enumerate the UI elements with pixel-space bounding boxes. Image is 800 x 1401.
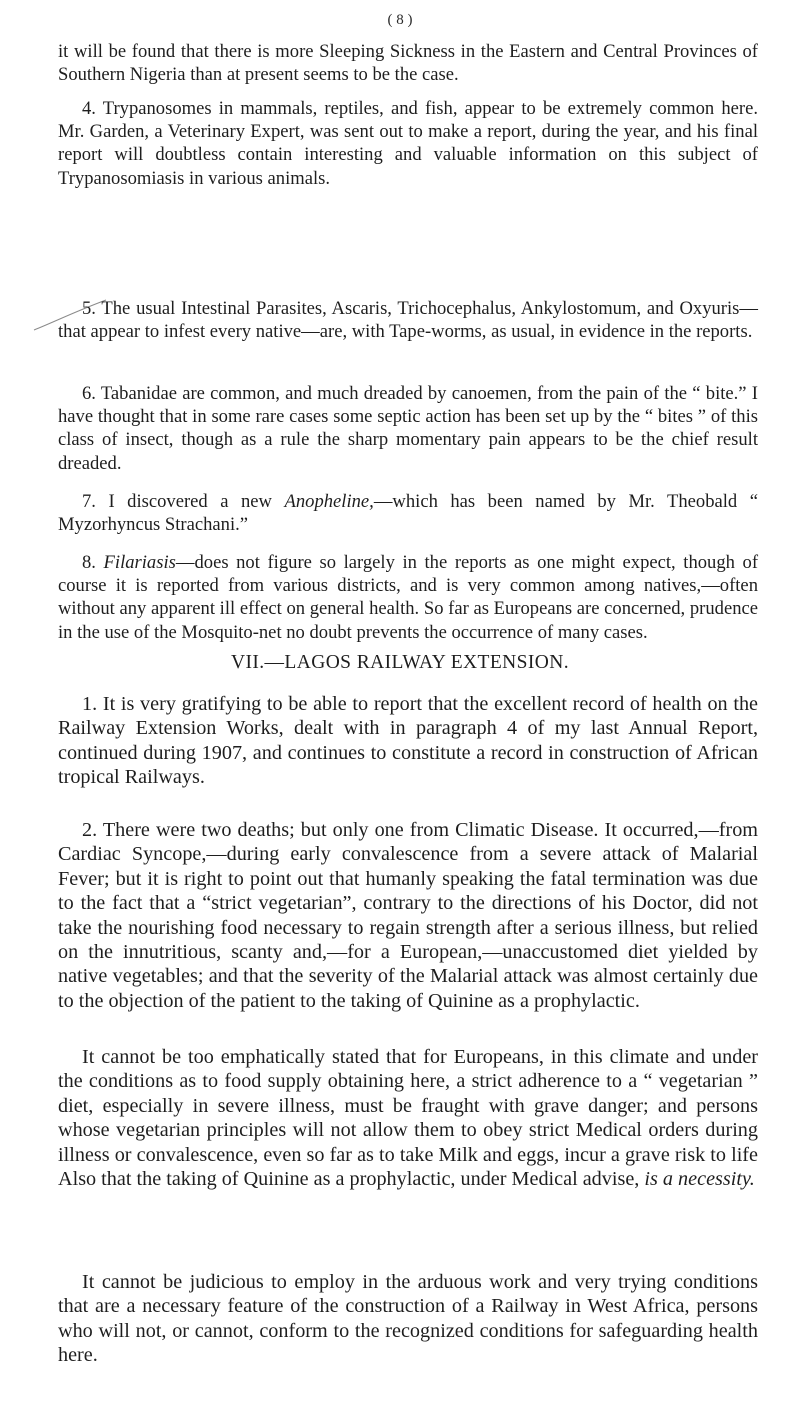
railway-paragraph-1 xyxy=(58,692,758,790)
p8-text-a: 8. xyxy=(82,552,104,573)
p7-text-b: —which has been named by Mr. Theobald “ Myzorhyncus Strachani.” xyxy=(58,491,758,536)
paragraph-intro xyxy=(58,40,758,86)
paragraph-text xyxy=(58,551,758,644)
r3-text: It cannot be too emphatically stated that for Europeans, in this climate and under the conditions as to food supply obtaining here, a strict adherence to a “ vegetarian ” diet, especially in severe illness, must be fraught with grave danger; and persons whose vegetarian principles will not allow them to obey strict Medical orders during illness or convalescence, even so far as to take Milk and eggs, incur a grave risk to life Also that the taking of Quinine as a prophylactic, under Medical advise, xyxy=(58,1046,758,1191)
paragraph-text: 4. Trypanosomes in mammals, reptiles, and fish, appear to be extremely common here. Mr. Garden, a Veterinary Expert, was sent out to make a report, during the year, and his final report will doubtless contain interesting and valuable information on this subject of Trypanosomiasis in various animals. xyxy=(58,98,758,189)
paragraph-text: 1. It is very gratifying to be able to report that the excellent record of health on the Railway Extension Works, dealt with in paragraph 4 of my last Annual Report, continued during 1907, and continues to constitute a record in construction of African tropical Railways. xyxy=(58,693,758,789)
railway-paragraph-2 xyxy=(58,818,758,1013)
p8-emphasis: Filariasis xyxy=(103,552,176,573)
paragraph-5 xyxy=(58,297,758,343)
paragraph-6 xyxy=(58,382,758,475)
paragraph-text: 2. There were two deaths; but only one from Climatic Disease. It occurred,—from Cardiac Syncope,—during early convalescence from a severe attack of Malarial Fever; but it is right to point out that humanly speaking the fatal termination was due to the fact that a “strict vegetarian”, contrary to the directions of his Doctor, did not take the nourishing food necessary to regain strength after a serious illness, but relied on the innutritious, scanty and,—for a European,—unaccustomed diet yielded by native vegetables; and that the severity of the Malarial attack was almost certainly due to the objection of the patient to the taking of Quinine as a prophylactic. xyxy=(58,819,758,1012)
paragraph-text: 6. Tabanidae are common, and much dreaded by canoemen, from the pain of the “ bite.” I have thought that in some rare cases some septic action has been set up by the “ bites ” of this class of insect, though as a rule the sharp momentary pain appears to be the chief result dreaded. xyxy=(58,383,758,474)
p8-text-b: —does not figure so largely in the reports as one might expect, though of course it is reported from various districts, and is very common among natives,—often without any apparent ill effect on general health. So far as Europeans are concerned, prudence in the use of the Mosquito-net no doubt prevents the occurrence of many cases. xyxy=(58,552,759,643)
railway-paragraph-4 xyxy=(58,1270,758,1368)
paragraph-7 xyxy=(58,490,758,536)
paragraph-text: 5. The usual Intestinal Parasites, Ascaris, Trichocephalus, Ankylostomum, and Oxyuris—that appear to infest every native—are, with Tape-worms, as usual, in evidence in the reports. xyxy=(58,298,758,343)
r3-emphasis: is a necessity. xyxy=(644,1168,755,1191)
paragraph-text xyxy=(58,1045,758,1191)
paragraph-4 xyxy=(58,97,758,190)
paragraph-text: It cannot be judicious to employ in the arduous work and very trying conditions that are a necessary feature of the construction of a Railway in West Africa, persons who will not, or cannot, conform to the recognized conditions for safeguarding health here. xyxy=(58,1271,758,1367)
paragraph-text xyxy=(58,490,758,536)
paragraph-text: it will be found that there is more Sleeping Sickness in the Eastern and Central Provinces of Southern Nigeria than at present seems to be the case. xyxy=(58,41,758,86)
paragraph-8 xyxy=(58,551,758,644)
page-number: ( 8 ) xyxy=(387,12,413,28)
p7-emphasis: Anopheline, xyxy=(284,491,374,512)
section-heading: VII.—LAGOS RAILWAY EXTENSION. xyxy=(230,652,569,673)
p7-text-a: 7. I discovered a new xyxy=(82,491,285,512)
railway-paragraph-3 xyxy=(58,1045,758,1191)
